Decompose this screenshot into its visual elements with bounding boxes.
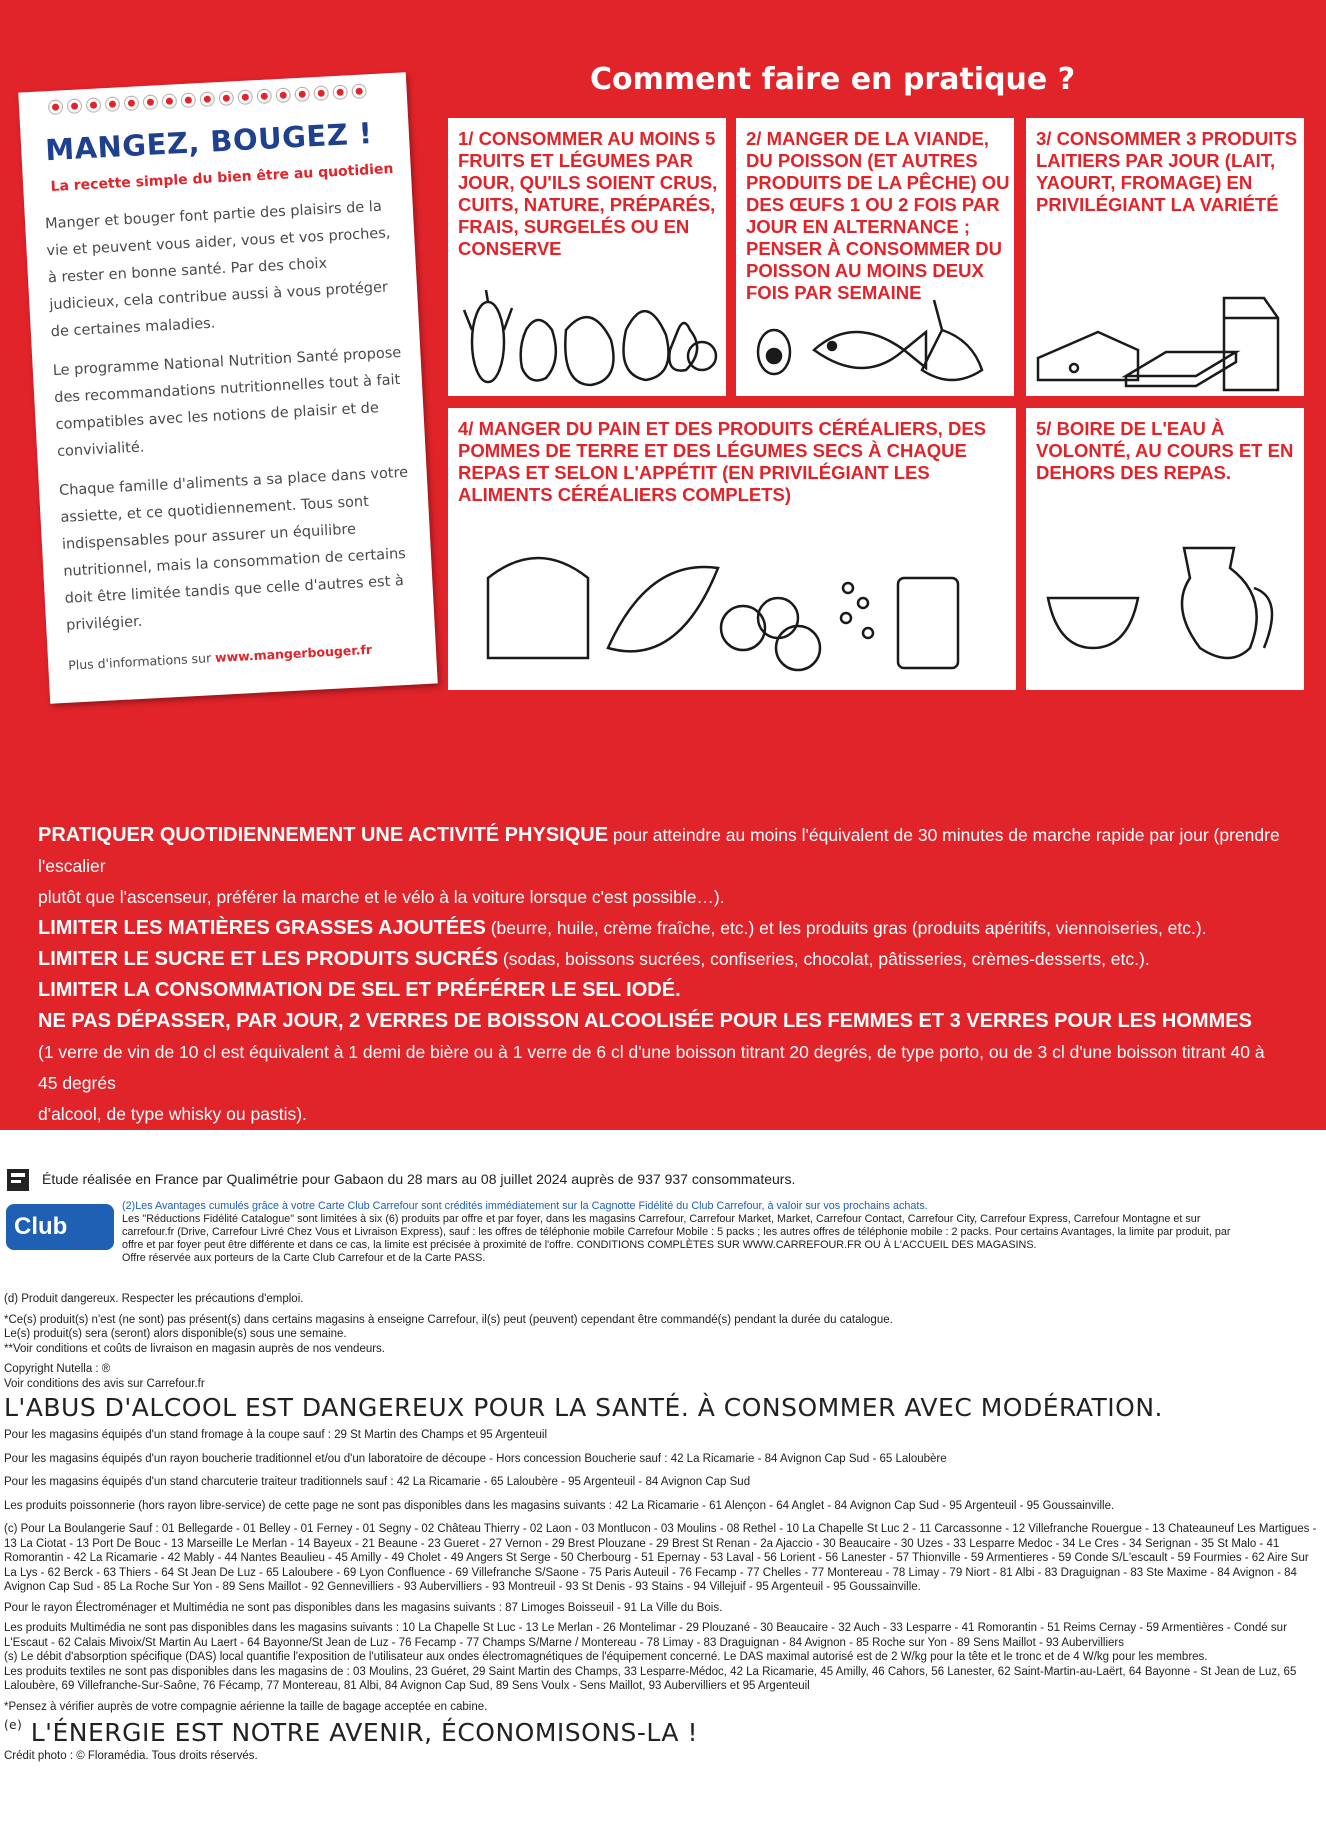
box-meat-fish-eggs bbox=[736, 118, 1014, 396]
card-paragraph: Chaque famille d'aliments a sa place dans votre assiette, et ce quotidiennement. Tous sont indispensables pour assurer un équilibre nutritionnel, mais la consommation de certains doit être limitée tandis que celle d'autres est à privilégier. bbox=[58, 464, 409, 634]
box-text: 3/ CONSOMMER 3 PRODUITS LAITIERS PAR JOUR (LAIT, YAOURT, FROMAGE) EN PRIVILÉGIANT LA VARIÉTÉ bbox=[1036, 128, 1298, 215]
card-title: MANGEZ, BOUGEZ ! bbox=[44, 116, 374, 168]
alcohol-warning: L'ABUS D'ALCOOL EST DANGEREUX POUR LA SANTÉ. À CONSOMMER AVEC MODÉRATION. bbox=[4, 1393, 1163, 1422]
club-terms: (2)Les Avantages cumulés grâce à votre Carte Club Carrefour sont crédités immédiatement sur la Cagnotte Fidélité du Club Carrefour, à valoir sur vos prochains achats. Les "Réductions Fidélité Catalogue" sont limitées à six (6) produits par offre et par foyer, dans les magasins Carrefour, Carrefour Market, Market, Carrefour Contact, Carrefour City, Carrefour Express, Carrefour Montagne et sur carrefour.fr (Drive, Carrefour Livré Chez Vous et Livraison Express), sauf : les offres de téléphonie mobile Carrefour Mobile : 5 packs ; les autres offres de téléphonie mobile : 2 packs. Pour certains Avantages, la limite par produit, par offre et par foyer peut être différente et dans ce cas, la limite est précisée à proximité de l'offre. CONDITIONS COMPLÈTES SUR WWW.CARREFOUR.FR OU À L'ACCUEIL DES MAGASINS. Offre réservée aux porteurs de la Carte Club Carrefour et de la Carte PASS. bbox=[122, 1200, 1231, 1264]
bread-cereals-icon bbox=[468, 548, 1008, 678]
card-body bbox=[45, 193, 420, 691]
dairy-products-icon bbox=[1034, 268, 1296, 393]
more-info: Plus d'informations sur www.mangerbouger.fr bbox=[67, 641, 373, 673]
box-text: 1/ CONSOMMER AU MOINS 5 FRUITS ET LÉGUMES PAR JOUR, QU'ILS SOIENT CRUS, CUITS, NATURE, PRÉPARÉS, FRAIS, SURGELÉS OU EN CONSERVE bbox=[458, 128, 718, 259]
mangez-bougez-card bbox=[18, 72, 437, 703]
club-carrefour-logo: Club bbox=[6, 1204, 114, 1250]
study-note: Étude réalisée en France par Qualimétrie pour Gabaon du 28 mars au 08 juillet 2024 auprès de 937 937 consommateurs. bbox=[42, 1171, 796, 1187]
advice-line: LIMITER LES MATIÈRES GRASSES AJOUTÉES (beurre, huile, crème fraîche, etc.) et les produits gras (produits apéritifs, viennoiseries, etc.). bbox=[38, 917, 1207, 939]
advice-line: plutôt que l'ascenseur, préférer la marche et le vélo à la voiture lorsque c'est possible…). bbox=[38, 887, 725, 907]
box-text: 2/ MANGER DE LA VIANDE, DU POISSON (ET AUTRES PRODUITS DE LA PÊCHE) OU DES ŒUFS 1 OU 2 FOIS PAR JOUR EN ALTERNANCE ; PENSER À CONSOMMER DU POISSON AU MOINS DEUX FOIS PAR SEMAINE bbox=[746, 128, 1010, 303]
fish-eggs-meat-icon bbox=[744, 290, 1006, 390]
advice-line: NE PAS DÉPASSER, PAR JOUR, 2 VERRES DE BOISSON ALCOOLISÉE POUR LES FEMMES ET 3 VERRES POUR LES HOMMES bbox=[38, 1010, 1252, 1032]
box-text: 4/ MANGER DU PAIN ET DES PRODUITS CÉRÉALIERS, DES POMMES DE TERRE ET DES LÉGUMES SECS À CHAQUE REPAS ET SELON L'APPÉTIT (EN PRIVILÉGIANT LES ALIMENTS CÉRÉALIERS COMPLETS) bbox=[458, 418, 986, 505]
card-paragraph: Le programme National Nutrition Santé propose des recommandations nutritionnelles tout à fait compatibles avec les notions de plaisir et de convivialité. bbox=[52, 344, 402, 461]
box-text: 5/ BOIRE DE L'EAU À VOLONTÉ, AU COURS ET EN DEHORS DES REPAS. bbox=[1036, 418, 1294, 483]
advice-line: LIMITER LA CONSOMMATION DE SEL ET PRÉFÉRER LE SEL IODÉ. bbox=[38, 979, 681, 1001]
box-water bbox=[1026, 408, 1304, 690]
notes-block: (d) Produit dangereux. Respecter les précautions d'emploi. *Ce(s) produit(s) n'est (ne sont) pas présent(s) dans certains magasins à enseigne Carrefour, il(s) peut (peuvent) cependant être commandé(s) pendant la durée du catalogue. Le(s) produit(s) sera (seront) alors disponible(s) sous une semaine. **Voir conditions et coûts de livraison en magasin auprès de nos vendeurs. Copyright Nutella : ® Voir conditions des avis sur Carrefour.fr L'ABUS D'ALCOOL EST DANGEREUX POUR LA SANTÉ. À CONSOMMER AVEC MODÉRATION. Pour les magasins équipés d'un stand fromage à la coupe sauf : 29 St Martin des Champs et 95 Argenteuil Pour les magasins équipés d'un rayon boucherie traditionnel et/ou d'un laboratoire de découpe - Hors concession Boucherie sauf : 42 La Ricamarie - 84 Avignon Cap Sud - 65 Laloubère Pour les magasins équipés d'un stand charcuterie traiteur traditionnels sauf : 42 La Ricamarie - 65 Laloubère - 95 Argenteuil - 84 Avignon Cap Sud Les produits poissonnerie (hors rayon libre-service) de cette page ne sont pas disponibles dans les magasins suivants : 42 La Ricamarie - 61 Alençon - 64 Anglet - 84 Avignon Cap Sud - 95 Argenteuil - 95 Goussainville. (c) Pour La Boulangerie Sauf : 01 Bellegarde - 01 Belley - 01 Ferney - 01 Segny - 02 Château Thierry - 02 Laon - 03 Montlucon - 03 Moulins - 08 Rethel - 10 La Chapelle St Luc 2 - 11 Carcassonne - 12 Villefranche Rouergue - 13 Chateauneuf Les Martigues - 13 La Ciotat - 13 Port De Bouc - 13 Marseille Le Merlan - 14 Bayeux - 21 Beaune - 23 Gueret - 27 Vernon - 29 Brest Plouzane - 29 Brest St Renan - 2a Ajaccio - 30 Beaucaire - 30 Uzes - 33 Lesparre Medoc - 34 Le Cres - 34 Serignan - 35 St Malo - 41 Romorantin - 42 La Ricamarie - 42 Mably - 44 Nantes Beaulieu - 45 Amilly - 49 Cholet - 49 Angers St Serge - 50 Cherbourg - 51 Epernay - 53 Laval - 56 Lorient - 56 Lanester - 57 Thionville - 59 Armentieres - 59 Conde S/L'escault - 59 Fourmies - 62 Aire Sur La Lys - 62 Berck - 63 Thiers - 64 St Jean De Luz - 65 Laloubere - 69 Lyon Confluence - 69 Villefranche S/Saone - 75 Paris Auteuil - 76 Fecamp - 77 Chelles - 77 Montereau - 78 Limay - 79 Niort - 81 Albi - 83 Draguignan - 83 Ste Maxime - 84 Avignon - 84 Avignon Cap Sud - 85 La Roche Sur Yon - 89 Sens Maillot - 92 Gennevilliers - 93 Aubervilliers - 93 Montreuil - 93 St Denis - 93 Stains - 94 Villejuif - 95 Argenteuil - 95 Goussainville. Pour le rayon Électroménager et Multimédia ne sont pas disponibles dans les magasins suivants : 87 Limoges Boisseuil - 91 La Ville du Bois. Les produits Multimédia ne sont pas disponibles dans les magasins suivants : 10 La Chapelle St Luc - 13 Le Merlan - 26 Montelimar - 29 Plouzané - 30 Beaucaire - 32 Auch - 33 Lesparre - 41 Romorantin - 51 Reims Cernay - 59 Armentières - Condé sur L'Escaut - 62 Calais Mivoix/St Martin Au Laert - 64 Bayonne/St Jean de Luz - 76 Fecamp - 77 Champs S/Marne / Montereau - 78 Limay - 83 Draguignan - 84 Avignon - 85 Roche sur Yon - 89 Sens Maillot - 93 Aubervilliers (s) Le débit d'absorption spécifique (DAS) local quantifie l'exposition de l'utilisateur aux ondes électromagnétiques de l'équipement concerné. Le DAS maximal autorisé est de 2 W/kg pour la tête et le tronc et de 4 W/kg pour les membres. Les produits textiles ne sont pas disponibles dans les magasins de : 03 Moulins, 23 Guéret, 29 Saint Martin des Champs, 33 Lesparre-Médoc, 42 La Ricamarie, 45 Amilly, 46 Cahors, 56 Lanester, 62 Saint-Martin-au-Laërt, 64 Bayonne - St Jean de Luz, 65 Laloubère, 69 Villefranche-Sur-Saône, 76 Fécamp, 77 Montereau, 81 Albi, 84 Avignon Cap Sud, 89 Sens Voulx - Sens Maillot, 93 Aubervilliers et 95 Argenteuil *Pensez à vérifier auprès de votre compagnie aérienne la taille de bagage acceptée en cabine. $^{(e)}$ L'ÉNERGIE EST NOTRE AVENIR, ÉCONOMISONS-LA ! Crédit photo : © Floramédia. Tous droits réservés. bbox=[4, 1292, 1320, 1764]
advice-line: PRATIQUER QUOTIDIENNEMENT UNE ACTIVITÉ PHYSIQUE pour atteindre au moins l'équivalent de 30 minutes de marche rapide par jour (prendre l'escalier bbox=[38, 824, 1280, 876]
box-cereals bbox=[448, 408, 1016, 690]
section-title: Comment faire en pratique ? bbox=[590, 62, 1076, 97]
mangerbouger-link[interactable]: www.mangerbouger.fr bbox=[214, 641, 373, 666]
advice-line: LIMITER LE SUCRE ET LES PRODUITS SUCRÉS (sodas, boissons sucrées, confiseries, chocolat, pâtisseries, crèmes-desserts, etc.). bbox=[38, 948, 1150, 970]
box-dairy bbox=[1026, 118, 1304, 396]
photo-credit: Crédit photo : © Floramédia. Tous droits réservés. bbox=[4, 1750, 258, 1762]
health-advice bbox=[38, 820, 1288, 1130]
study-icon bbox=[6, 1168, 30, 1197]
advice-line: d'alcool, de type whisky ou pastis). bbox=[38, 1104, 307, 1124]
energy-message: $^{(e)}$ L'ÉNERGIE EST NOTRE AVENIR, ÉCONOMISONS-LA ! bbox=[4, 1718, 699, 1747]
advice-line: (1 verre de vin de 10 cl est équivalent à 1 demi de bière ou à 1 verre de 6 cl d'une boisson titrant 20 degrés, de type porto, ou de 3 cl d'une boisson titrant 40 à 45 degrés bbox=[38, 1042, 1265, 1093]
spiral-rings bbox=[49, 83, 389, 117]
card-paragraph: Manger et bouger font partie des plaisirs de la vie et peuvent vous aider, vous et vos proches, à rester en bonne santé. Par des choix judicieux, cela contribue aussi à vous protéger de certaines maladies. bbox=[44, 198, 391, 341]
fruits-vegetables-icon bbox=[456, 290, 718, 390]
box-fruits-vegetables bbox=[448, 118, 726, 396]
water-jug-icon bbox=[1034, 528, 1296, 678]
card-subtitle: La recette simple du bien être au quotidien bbox=[50, 161, 394, 195]
